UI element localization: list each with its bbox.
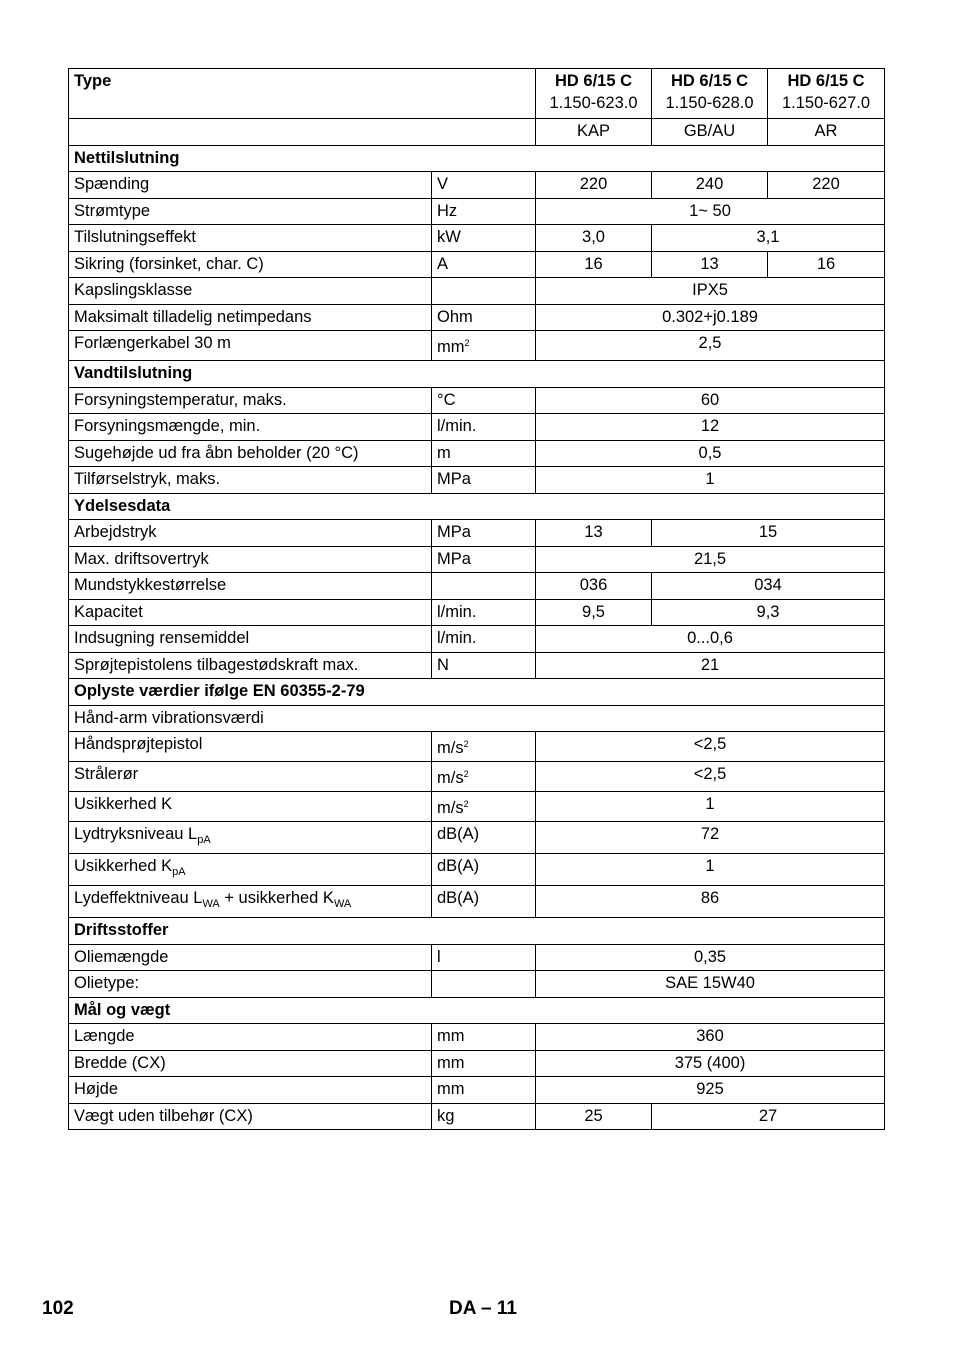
value-cell: SAE 15W40: [536, 971, 885, 998]
value-cell: 15: [652, 520, 885, 547]
table-row: [69, 971, 885, 998]
param-label: Vægt uden tilbehør (CX): [69, 1103, 432, 1130]
table-row: [69, 652, 885, 679]
table-row: [69, 944, 885, 971]
model-number: 1.150-627.0: [781, 94, 871, 112]
section-title: Ydelsesdata: [69, 493, 885, 520]
section-title: Vandtilslutning: [69, 361, 885, 388]
value-cell: 0.302+j0.189: [536, 304, 885, 331]
param-label: Arbejdstryk: [69, 520, 432, 547]
section-header-row: [69, 997, 885, 1024]
section-title: Oplyste værdier ifølge EN 60355-2-79: [69, 679, 885, 706]
param-label: Usikkerhed K: [69, 792, 432, 822]
param-unit: MPa: [432, 546, 536, 573]
value-cell: <2,5: [536, 762, 885, 792]
section-title: Mål og vægt: [69, 997, 885, 1024]
value-cell: 16: [536, 251, 652, 278]
param-label: Lydtryksniveau $L_{pA}$: [69, 822, 432, 854]
param-label: Forsyningsmængde, min.: [69, 414, 432, 441]
param-label: Indsugning rensemiddel: [69, 626, 432, 653]
param-unit: Hz: [432, 198, 536, 225]
table-row: [69, 278, 885, 305]
table-row: [69, 599, 885, 626]
model-column-2: [652, 69, 768, 119]
table-row: [69, 1050, 885, 1077]
variant-cell: KAP: [536, 119, 652, 146]
value-cell: 2,5: [536, 331, 885, 361]
param-label: Strålerør: [69, 762, 432, 792]
section-title: Driftsstoffer: [69, 918, 885, 945]
section-reference: DA – 11: [449, 1298, 517, 1319]
variant-row: [69, 119, 885, 146]
value-cell: 1: [536, 467, 885, 494]
value-cell: 3,0: [536, 225, 652, 252]
table-row: [69, 251, 885, 278]
param-unit: [432, 971, 536, 998]
table-row: [69, 198, 885, 225]
value-cell: <2,5: [536, 732, 885, 762]
page-number: 102: [42, 1298, 74, 1319]
table-row: [69, 1077, 885, 1104]
table-row: [69, 762, 885, 792]
param-unit: $m/s^2$: [432, 792, 536, 822]
param-unit: MPa: [432, 520, 536, 547]
value-cell: 375 (400): [536, 1050, 885, 1077]
value-cell: 21: [536, 652, 885, 679]
param-label: Tilslutningseffekt: [69, 225, 432, 252]
param-unit: [432, 278, 536, 305]
table-row: [69, 520, 885, 547]
table-row: [69, 172, 885, 199]
value-cell: 3,1: [652, 225, 885, 252]
param-label: Sugehøjde ud fra åbn beholder (20 °C): [69, 440, 432, 467]
value-cell: 9,3: [652, 599, 885, 626]
section-title: Nettilslutning: [69, 145, 885, 172]
param-label: Max. driftsovertryk: [69, 546, 432, 573]
param-label: Bredde (CX): [69, 1050, 432, 1077]
table-row: [69, 414, 885, 441]
table-row: [69, 387, 885, 414]
model-column-3: [768, 69, 885, 119]
param-unit: mm: [432, 1077, 536, 1104]
param-unit: kW: [432, 225, 536, 252]
table-row: [69, 573, 885, 600]
model-column-1: [536, 69, 652, 119]
param-unit: [432, 573, 536, 600]
value-cell: 240: [652, 172, 768, 199]
param-unit: l/min.: [432, 414, 536, 441]
value-cell: 036: [536, 573, 652, 600]
value-cell: 86: [536, 886, 885, 918]
subsection-title: Hånd-arm vibrationsværdi: [69, 705, 885, 732]
param-unit: $m/s^2$: [432, 762, 536, 792]
param-label: Sikring (forsinket, char. C): [69, 251, 432, 278]
param-unit: mm: [432, 1050, 536, 1077]
param-label: Forsyningstemperatur, maks.: [69, 387, 432, 414]
param-unit: A: [432, 251, 536, 278]
param-unit: dB(A): [432, 886, 536, 918]
value-cell: 0,5: [536, 440, 885, 467]
param-unit: kg: [432, 1103, 536, 1130]
param-unit: mm: [432, 1024, 536, 1051]
model-name: HD 6/15 C: [555, 72, 633, 90]
type-label: Type: [69, 69, 536, 119]
value-cell: 0...0,6: [536, 626, 885, 653]
value-cell: 27: [652, 1103, 885, 1130]
model-number: 1.150-628.0: [665, 94, 754, 112]
value-cell: 13: [652, 251, 768, 278]
value-cell: 220: [536, 172, 652, 199]
value-cell: 25: [536, 1103, 652, 1130]
param-unit: N: [432, 652, 536, 679]
value-cell: 13: [536, 520, 652, 547]
table-row: [69, 467, 885, 494]
param-unit: V: [432, 172, 536, 199]
value-cell: 360: [536, 1024, 885, 1051]
table-row: [69, 886, 885, 918]
param-label: Forlængerkabel 30 m: [69, 331, 432, 361]
value-cell: 1~ 50: [536, 198, 885, 225]
value-cell: 12: [536, 414, 885, 441]
param-unit: l: [432, 944, 536, 971]
value-cell: 72: [536, 822, 885, 854]
param-unit: $m/s^2$: [432, 732, 536, 762]
table-row: [69, 1024, 885, 1051]
table-row: [69, 854, 885, 886]
value-cell: 925: [536, 1077, 885, 1104]
table-row: [69, 626, 885, 653]
param-label: Tilførselstryk, maks.: [69, 467, 432, 494]
param-label: Oliemængde: [69, 944, 432, 971]
value-cell: 60: [536, 387, 885, 414]
table-row: [69, 225, 885, 252]
table-row: [69, 1103, 885, 1130]
table-row: [69, 440, 885, 467]
param-unit: l/min.: [432, 626, 536, 653]
param-label: Længde: [69, 1024, 432, 1051]
table-row: [69, 732, 885, 762]
table-row: [69, 822, 885, 854]
param-label: Kapacitet: [69, 599, 432, 626]
section-header-row: [69, 679, 885, 706]
value-cell: 220: [768, 172, 885, 199]
section-header-row: [69, 361, 885, 388]
model-name: HD 6/15 C: [787, 72, 865, 90]
section-header-row: [69, 493, 885, 520]
param-label: Håndsprøjtepistol: [69, 732, 432, 762]
table-row: [69, 331, 885, 361]
value-cell: 034: [652, 573, 885, 600]
param-label: Strømtype: [69, 198, 432, 225]
param-unit: Ohm: [432, 304, 536, 331]
table-row: [69, 546, 885, 573]
subsection-row: [69, 705, 885, 732]
param-label: Spænding: [69, 172, 432, 199]
param-label: Olietype:: [69, 971, 432, 998]
param-label: Maksimalt tilladelig netimpedans: [69, 304, 432, 331]
param-label: Kapslingsklasse: [69, 278, 432, 305]
param-unit: °C: [432, 387, 536, 414]
table-row: [69, 792, 885, 822]
model-number: 1.150-623.0: [549, 94, 638, 112]
table-header-row: [69, 69, 885, 119]
param-label: Sprøjtepistolens tilbagestødskraft max.: [69, 652, 432, 679]
section-header-row: [69, 145, 885, 172]
value-cell: 0,35: [536, 944, 885, 971]
param-unit: MPa: [432, 467, 536, 494]
param-unit: dB(A): [432, 854, 536, 886]
value-cell: 1: [536, 792, 885, 822]
value-cell: IPX5: [536, 278, 885, 305]
param-label: Mundstykkestørrelse: [69, 573, 432, 600]
model-name: HD 6/15 C: [671, 72, 749, 90]
param-label: Usikkerhed $K_{pA}$: [69, 854, 432, 886]
param-unit: l/min.: [432, 599, 536, 626]
param-unit: m: [432, 440, 536, 467]
param-unit: $mm^2$: [432, 331, 536, 361]
variant-cell: GB/AU: [652, 119, 768, 146]
value-cell: 16: [768, 251, 885, 278]
table-row: [69, 304, 885, 331]
value-cell: 1: [536, 854, 885, 886]
param-label: Lydeffektniveau $L_{WA}$ + usikkerhed $K_{WA}$: [69, 886, 432, 918]
value-cell: 21,5: [536, 546, 885, 573]
param-label: Højde: [69, 1077, 432, 1104]
technical-data-table: [68, 68, 885, 1130]
section-header-row: [69, 918, 885, 945]
variant-cell: AR: [768, 119, 885, 146]
value-cell: 9,5: [536, 599, 652, 626]
param-unit: dB(A): [432, 822, 536, 854]
